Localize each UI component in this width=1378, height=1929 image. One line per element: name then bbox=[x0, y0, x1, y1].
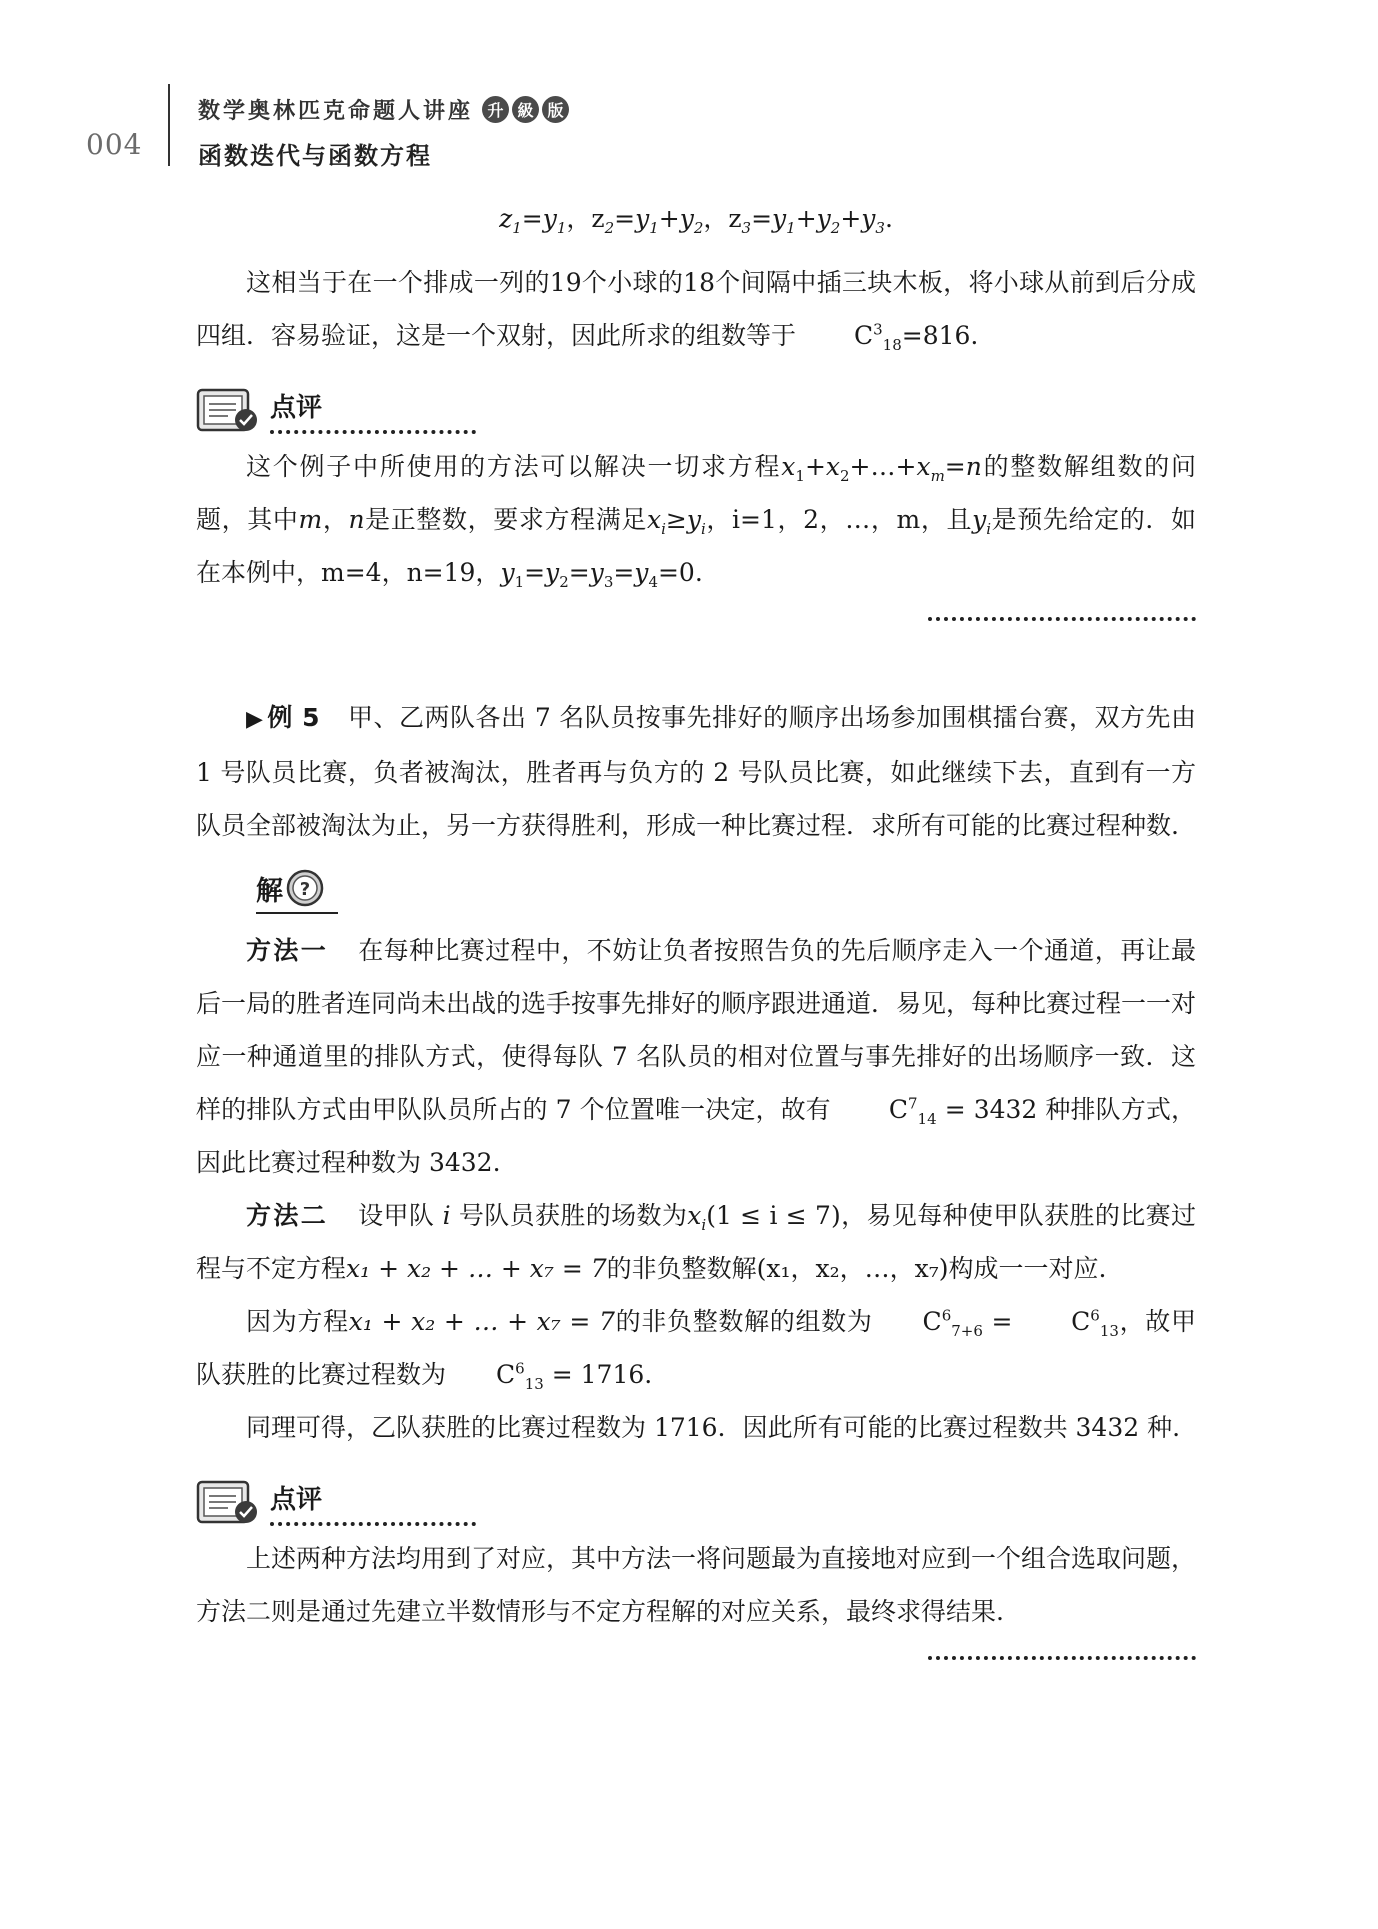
header-divider bbox=[168, 84, 170, 166]
comment-text: 上述两种方法均用到了对应，其中方法一将问题最为直接地对应到一个组合选取问题，方法二则是通过先建立半数情形与不定方程解的对应关系，最终求得结果. bbox=[196, 1544, 1197, 1626]
method-one-label: 方法一 bbox=[246, 936, 329, 965]
question-mark-icon bbox=[285, 868, 325, 908]
edition-badge: 升 bbox=[482, 96, 509, 123]
equation-z: $z_1=y_1$，$z_2=y_1+y_2$，$z_3=y_1+y_2+y_3$. bbox=[499, 204, 893, 237]
method-two: 方法二 设甲队 i 号队员获胜的场数为$x_i(1 \le i \le 7)$，易见每种使甲队获胜的比赛过程与不定方程x₁ + x₂ + … + x₇ = 7的非负整数解(x₁，x₂，…，x₇)构成一一对应. bbox=[196, 1201, 1196, 1283]
comment-label: 点评 bbox=[270, 1479, 476, 1526]
solution-header bbox=[256, 862, 1196, 920]
combination: $C^7_{14}$ bbox=[888, 1094, 937, 1128]
comment-end-divider bbox=[928, 617, 1196, 621]
svg-text:?: ? bbox=[299, 879, 311, 900]
paragraph-count: 因为方程x₁ + x₂ + … + x₇ = 7的非负整数解的组数为 $C^6_{7+6} = C^6_{13}$，故甲队获胜的比赛过程数为 $C^6_{13} = 1716$. bbox=[196, 1295, 1196, 1401]
comment-document-icon bbox=[196, 1476, 260, 1526]
edition-badge: 版 bbox=[542, 96, 569, 123]
paragraph-bijection: 这相当于在一个排成一列的19个小球的18个间隔中插三块木板，将小球从前到后分成四组．容易验证，这是一个双射，因此所求的组数等于 $C^3_{18}=816$. bbox=[196, 256, 1196, 362]
comment-header bbox=[196, 1468, 1196, 1526]
paragraph-conclusion: 同理可得，乙队获胜的比赛过程数为 1716．因此所有可能的比赛过程数共 3432 种. bbox=[246, 1413, 1181, 1442]
edition-badge: 級 bbox=[512, 96, 539, 123]
comment-document-icon bbox=[196, 384, 260, 434]
example-5: ▶ 例 5 甲、乙两队各出 7 名队员按事先排好的顺序出场参加围棋擂台赛，双方先由 1 号队员比赛，负者被淘汰，胜者再与负方的 2 号队员比赛，如此继续下去，直到有一方队员全部被淘汰为止，另一方获得胜利，形成一种比赛过程．求所有可能的比赛过程种数. bbox=[196, 703, 1197, 840]
combination: $C^6_{13}$ bbox=[1071, 1306, 1119, 1340]
triangle-marker-icon: ▶ bbox=[246, 707, 264, 732]
page-number: 004 bbox=[86, 128, 143, 161]
comment-header bbox=[196, 376, 1196, 434]
combination: $C^3_{18}$ bbox=[853, 320, 902, 354]
example-label: ▶ 例 5 bbox=[246, 703, 320, 732]
series-title bbox=[198, 94, 569, 125]
series-title-text: 数学奥林匹克命题人讲座 bbox=[198, 99, 474, 124]
combination: $C^6_{7+6}$ bbox=[922, 1306, 983, 1340]
comment-text: 这个例子中所使用的方法可以解决一切求方程$x_1+x_2+\dots+x_m=n$的整数解组数的问题，其中m，n是正整数，要求方程满足$x_i\ge y_i$，i=1，2，…，m，且$y_i$是预先给定的．如在本例中，m=4，n=19，$y_1=y_2=y_3=y_4=0$. bbox=[196, 452, 1196, 591]
method-two-label: 方法二 bbox=[246, 1201, 329, 1230]
edition-badges bbox=[479, 96, 569, 123]
comment-label: 点评 bbox=[270, 387, 476, 434]
page-content bbox=[196, 196, 1196, 1660]
solution-label: 解 ? bbox=[256, 868, 338, 914]
comment-end-divider bbox=[928, 1656, 1196, 1660]
method-one: 方法一 在每种比赛过程中，不妨让负者按照告负的先后顺序走入一个通道，再让最后一局的胜者连同尚未出战的选手按事先排好的顺序跟进通道．易见，每种比赛过程一一对应一种通道里的排队方式，使得每队 7 名队员的相对位置与事先排好的出场顺序一致．这样的排队方式由甲队队员所占的 7 个位置唯一决定，故有 $C^7_{14} = 3432$ 种排队方式，因此比赛过程种数为 3432. bbox=[196, 936, 1197, 1177]
book-title: 函数迭代与函数方程 bbox=[198, 142, 432, 170]
combination: $C^6_{13}$ bbox=[496, 1359, 544, 1393]
